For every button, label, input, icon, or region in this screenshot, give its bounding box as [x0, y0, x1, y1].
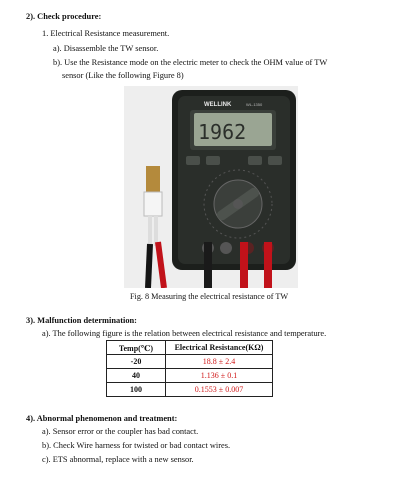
meter-brand-label: WELLINK: [204, 102, 232, 108]
section-4-heading: 4). Abnormal phenomenon and treatment:: [26, 414, 178, 423]
tw-sensor: [146, 166, 160, 194]
meter-display-value: 1962: [198, 120, 247, 144]
resistance-cell: 18.8 ± 2.4: [166, 355, 273, 369]
figure-caption: Fig. 8 Measuring the electrical resistance of TW: [130, 292, 289, 301]
step-a-text: a). Disassemble the TW sensor.: [53, 44, 159, 53]
treatment-b: b). Check Wire harness for twisted or bad contact wires.: [42, 441, 231, 450]
step-1-text: 1. Electrical Resistance measurement.: [42, 29, 170, 38]
section-2-heading: 2). Check procedure:: [26, 12, 102, 21]
section-3-intro: a). The following figure is the relation between electrical resistance and temperature.: [42, 329, 327, 338]
temp-cell: 40: [107, 369, 166, 383]
treatment-c: c). ETS abnormal, replace with a new sensor.: [42, 455, 194, 464]
header-temp: Temp(℃): [107, 341, 166, 355]
section-3-heading: 3). Malfunction determination:: [26, 316, 137, 325]
table-row: [107, 369, 273, 383]
step-b-text-line2: sensor (Like the following Figure 8): [62, 71, 184, 80]
multimeter-illustration: [124, 86, 298, 288]
header-resistance: Electrical Resistance(KΩ): [166, 341, 273, 355]
table-row: [107, 355, 273, 369]
resistance-cell: 0.1553 ± 0.007: [166, 383, 273, 397]
svg-text:WL-1350: WL-1350: [246, 102, 263, 107]
figure-8-photo: [124, 86, 298, 288]
step-b-text-line1: b). Use the Resistance mode on the electric meter to check the OHM value of TW: [53, 58, 328, 67]
table-header-row: [107, 341, 273, 355]
table-row: [107, 383, 273, 397]
temp-cell: 100: [107, 383, 166, 397]
resistance-cell: 1.136 ± 0.1: [166, 369, 273, 383]
treatment-a: a). Sensor error or the coupler has bad contact.: [42, 427, 199, 436]
resistance-table: [106, 340, 273, 397]
temp-cell: -20: [107, 355, 166, 369]
